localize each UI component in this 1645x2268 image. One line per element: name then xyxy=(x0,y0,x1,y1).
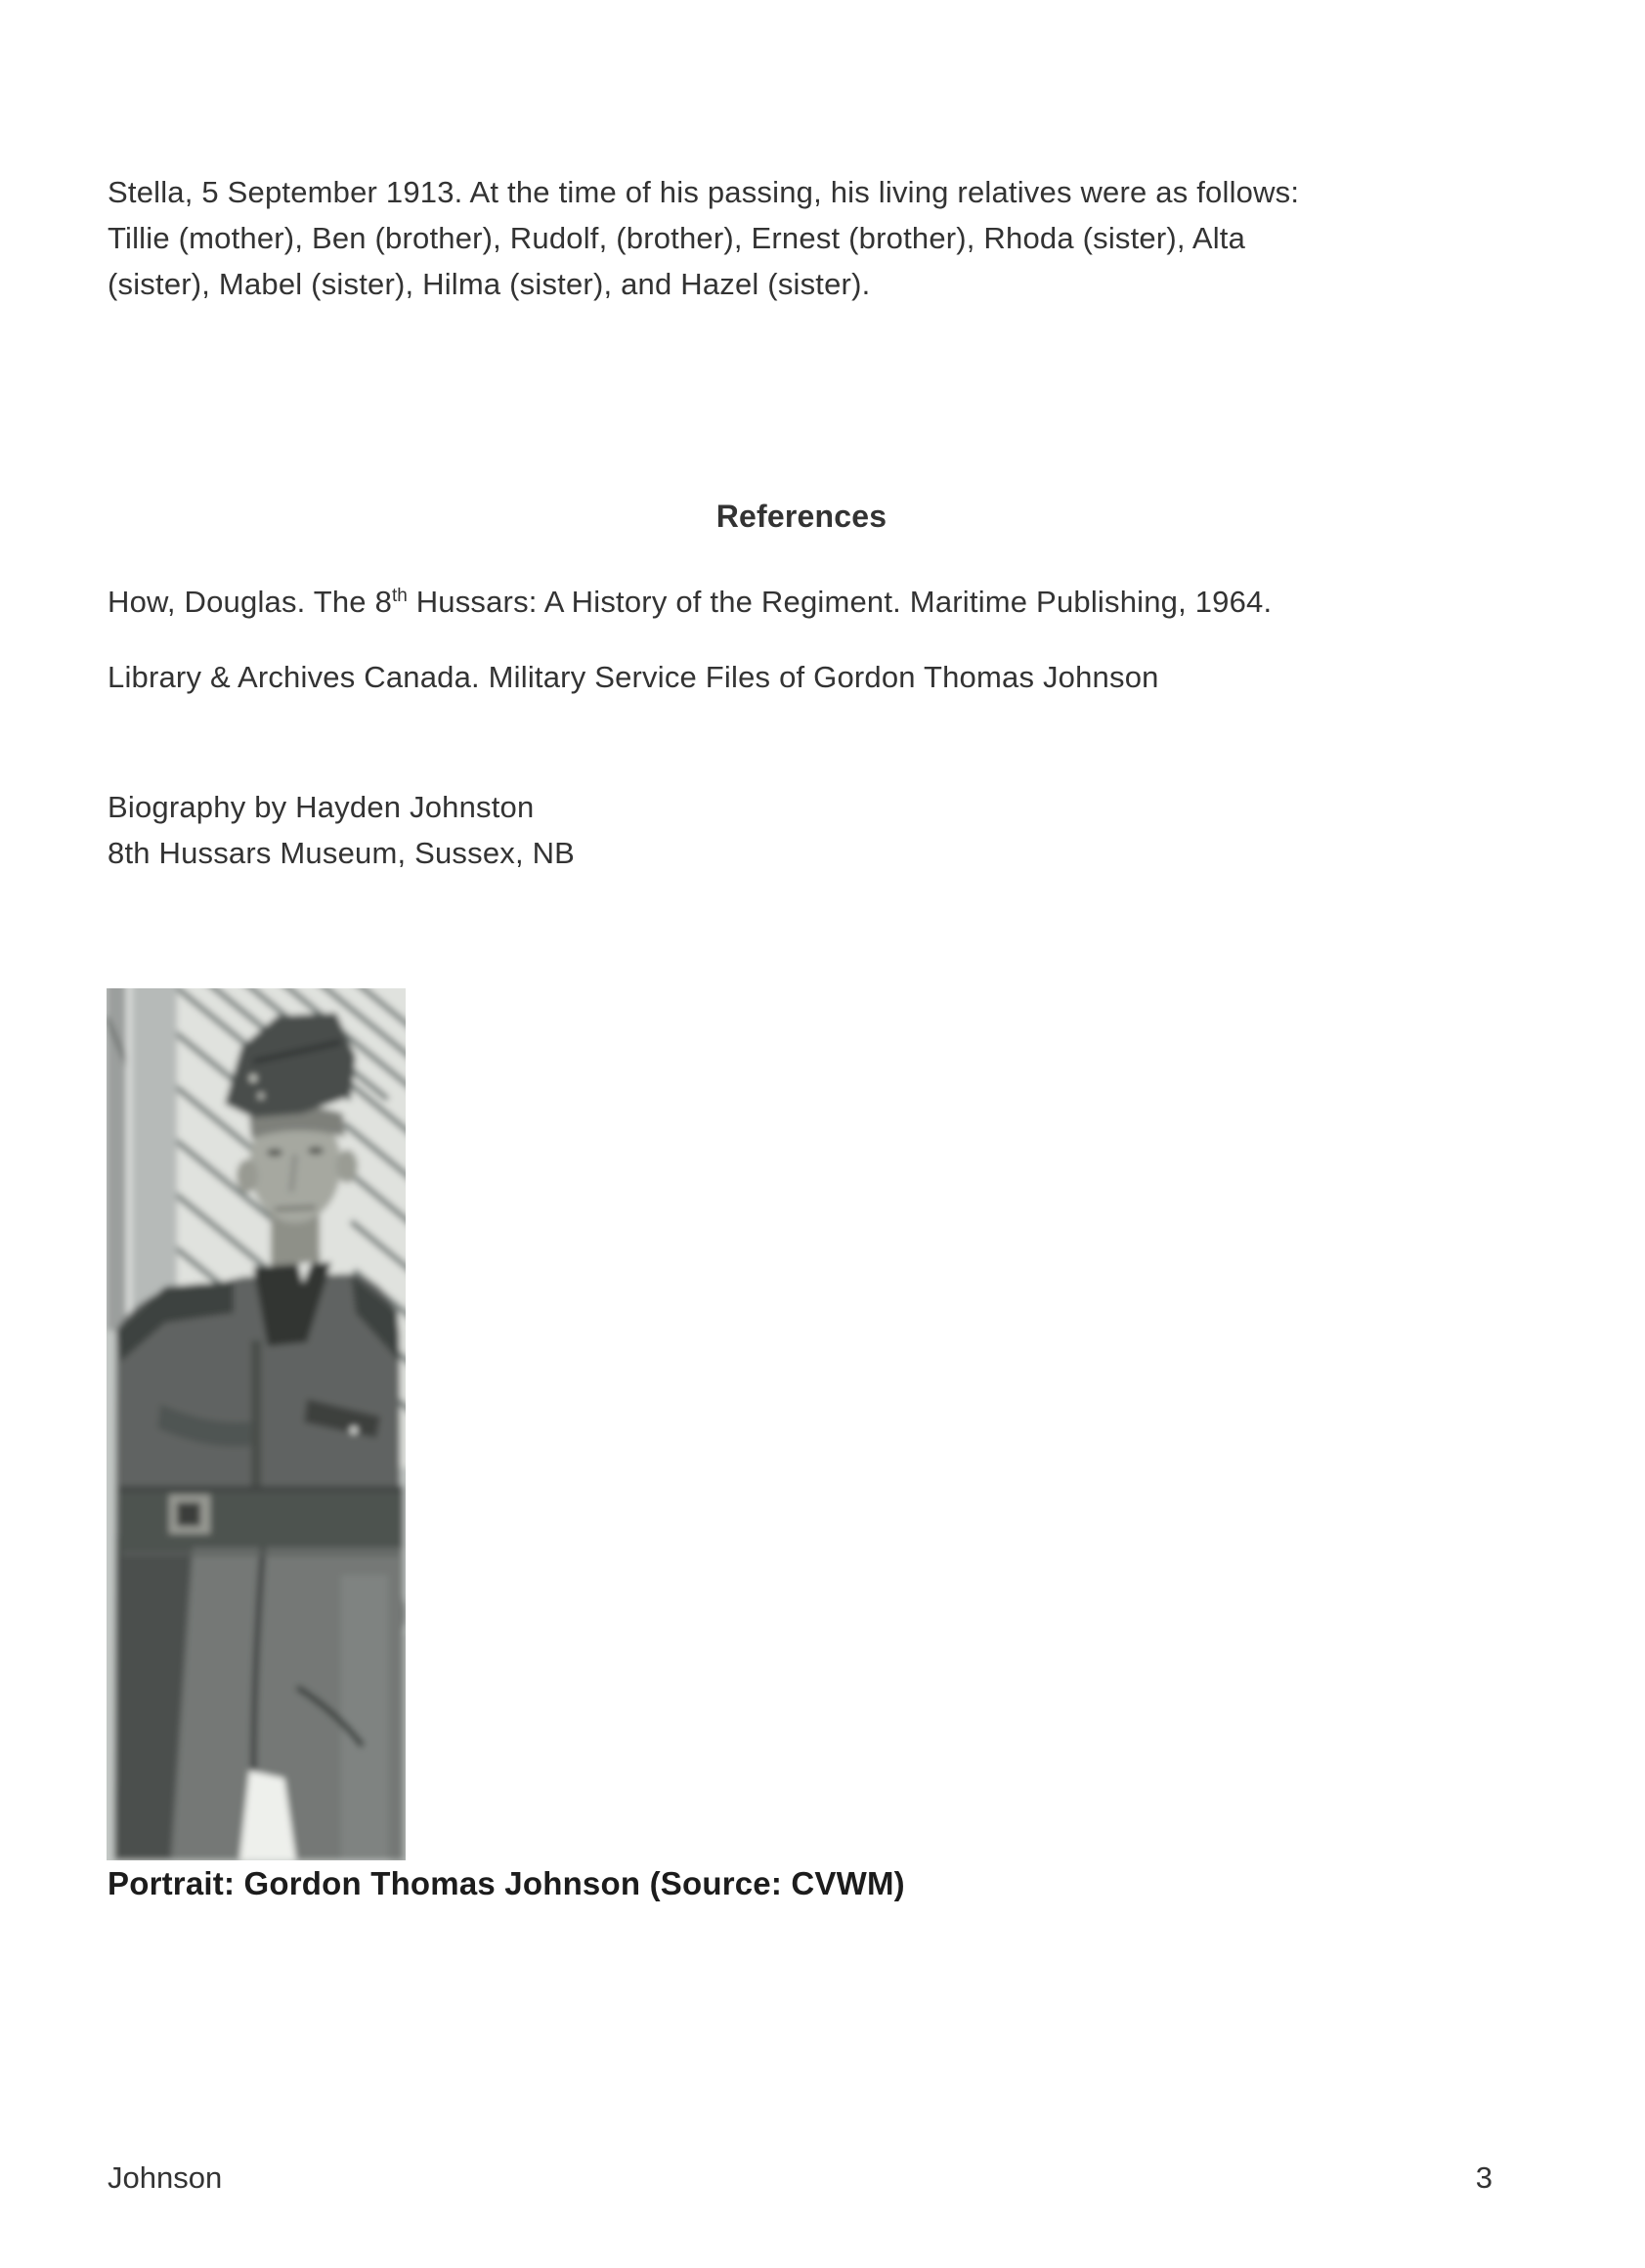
paragraph-line: (sister), Mabel (sister), Hilma (sister), and Hazel (sister). xyxy=(108,267,871,301)
biography-museum-line: 8th Hussars Museum, Sussex, NB xyxy=(108,836,576,870)
reference-entry-1-text: Hussars: A History of the Regiment. Maritime Publishing, 1964. xyxy=(407,585,1273,619)
footer xyxy=(108,2155,1493,2201)
portrait-photo-graphic xyxy=(107,988,406,1860)
reference-entry-1 xyxy=(108,579,1554,630)
ordinal-superscript: th xyxy=(392,586,408,606)
portrait-photo xyxy=(107,988,406,1860)
references-heading: References xyxy=(715,499,887,534)
reference-entry-2: Library & Archives Canada. Military Service Files of Gordon Thomas Johnson xyxy=(108,660,1159,694)
body-paragraph xyxy=(108,169,1505,307)
portrait-caption: Portrait: Gordon Thomas Johnson (Source: CVWM) xyxy=(108,1865,905,1901)
paragraph-line: Stella, 5 September 1913. At the time of his passing, his living relatives were as follows: xyxy=(108,175,1300,209)
biography-author-line: Biography by Hayden Johnston xyxy=(108,790,535,824)
reference-entry-1-text: How, Douglas. The 8 xyxy=(108,585,393,619)
paragraph-line: Tillie (mother), Ben (brother), Rudolf, (brother), Ernest (brother), Rhoda (sister), Alta xyxy=(108,221,1246,255)
biography-credit xyxy=(108,784,1554,876)
footer-author: Johnson xyxy=(108,2160,223,2195)
footer-page-number: 3 xyxy=(1475,2160,1493,2195)
